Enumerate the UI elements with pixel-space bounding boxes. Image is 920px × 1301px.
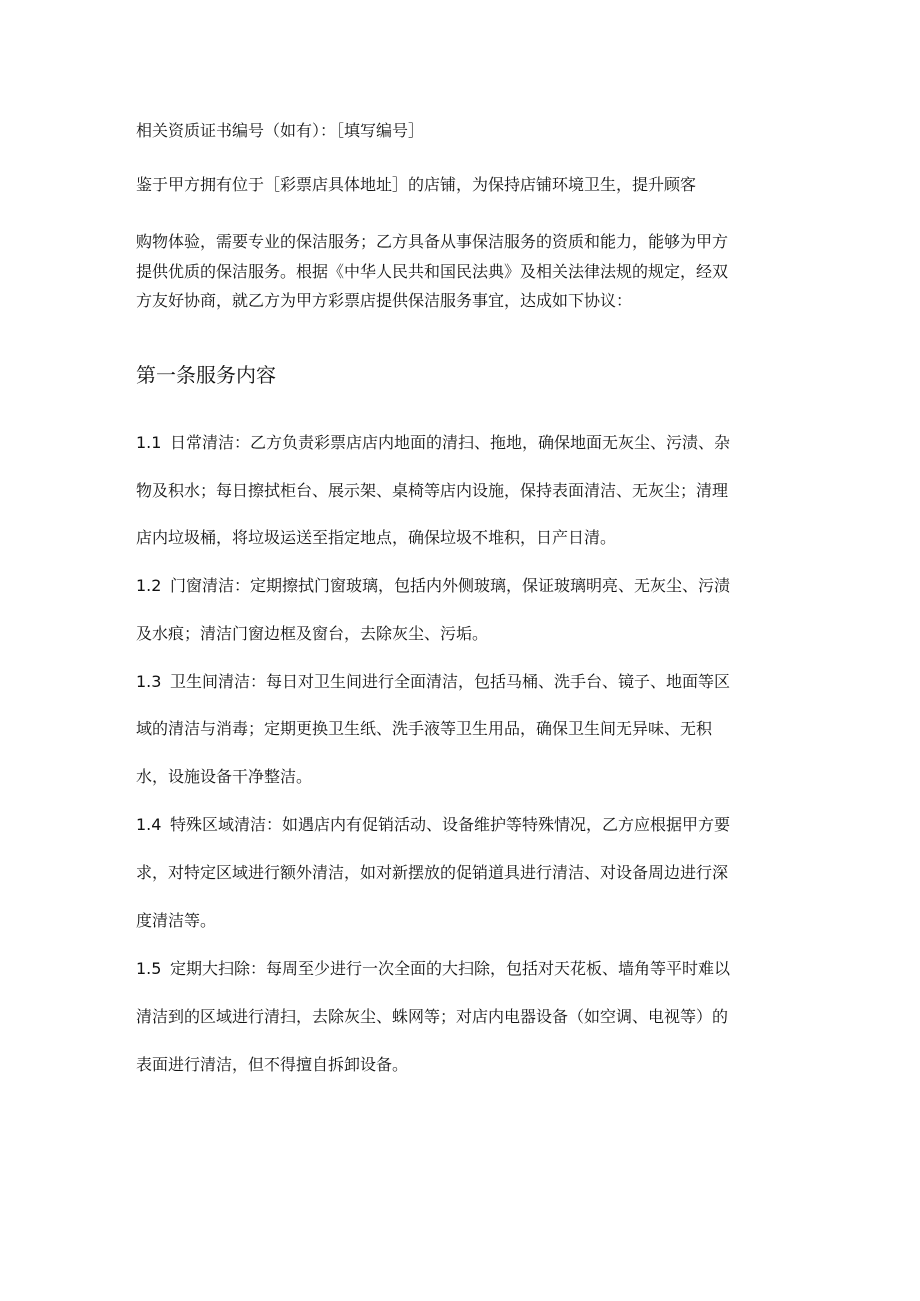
preamble-line: 购物体验，需要专业的保洁服务；乙方具备从事保洁服务的资质和能力，能够为甲方	[136, 232, 729, 251]
clause-1-4-line	[136, 815, 730, 835]
preamble-line: 鉴于甲方拥有位于［彩票店具体地址］的店铺，为保持店铺环境卫生，提升顾客	[136, 175, 697, 194]
clause-1-1-line	[136, 433, 730, 453]
clause-1-4-line: 度清洁等。	[136, 911, 217, 930]
clause-1-3-line	[136, 672, 730, 692]
clause-1-5-line: 表面进行清洁，但不得擅自拆卸设备。	[136, 1055, 409, 1074]
clause-1-3-line: 域的清洁与消毒；定期更换卫生纸、洗手液等卫生用品，确保卫生间无异味、无积	[136, 719, 713, 738]
clause-1-5-line	[136, 959, 730, 979]
preamble-line: 方友好协商，就乙方为甲方彩票店提供保洁服务事宜，达成如下协议：	[136, 291, 633, 310]
clause-1-2-line	[136, 576, 730, 596]
clause-number: 1.5	[136, 959, 162, 978]
clause-text: 定期大扫除：每周至少进行一次全面的大扫除，包括对天花板、墙角等平时难以	[170, 959, 731, 978]
cert-number-line: 相关资质证书编号（如有）：［填写编号］	[136, 121, 425, 140]
clause-1-2-line: 及水痕；清洁门窗边框及窗台，去除灰尘、污垢。	[136, 624, 489, 643]
clause-1-4-line: 求，对特定区域进行额外清洁，如对新摆放的促销道具进行清洁、对设备周边进行深	[136, 863, 729, 882]
clause-text: 日常清洁：乙方负责彩票店店内地面的清扫、拖地，确保地面无灰尘、污渍、杂	[170, 433, 731, 452]
clause-1-1-line: 店内垃圾桶，将垃圾运送至指定地点，确保垃圾不堆积，日产日清。	[136, 528, 617, 547]
clause-number: 1.3	[136, 672, 162, 691]
clause-1-3-line: 水，设施设备干净整洁。	[136, 767, 313, 786]
preamble-line: 提供优质的保洁服务。根据《中华人民共和国民法典》及相关法律法规的规定，经双	[136, 262, 729, 281]
clause-number: 1.1	[136, 433, 162, 452]
clause-1-5-line: 清洁到的区域进行清扫，去除灰尘、蛛网等；对店内电器设备（如空调、电视等）的	[136, 1007, 729, 1026]
clause-number: 1.4	[136, 815, 162, 834]
clause-text: 卫生间清洁：每日对卫生间进行全面清洁，包括马桶、洗手台、镜子、地面等区	[170, 672, 731, 691]
clause-number: 1.2	[136, 576, 162, 595]
clause-text: 门窗清洁：定期擦拭门窗玻璃，包括内外侧玻璃，保证玻璃明亮、无灰尘、污渍	[170, 576, 731, 595]
section-title: 第一条服务内容	[136, 363, 276, 387]
clause-text: 特殊区域清洁：如遇店内有促销活动、设备维护等特殊情况，乙方应根据甲方要	[170, 815, 731, 834]
clause-1-1-line: 物及积水；每日擦拭柜台、展示架、桌椅等店内设施，保持表面清洁、无灰尘；清理	[136, 481, 729, 500]
